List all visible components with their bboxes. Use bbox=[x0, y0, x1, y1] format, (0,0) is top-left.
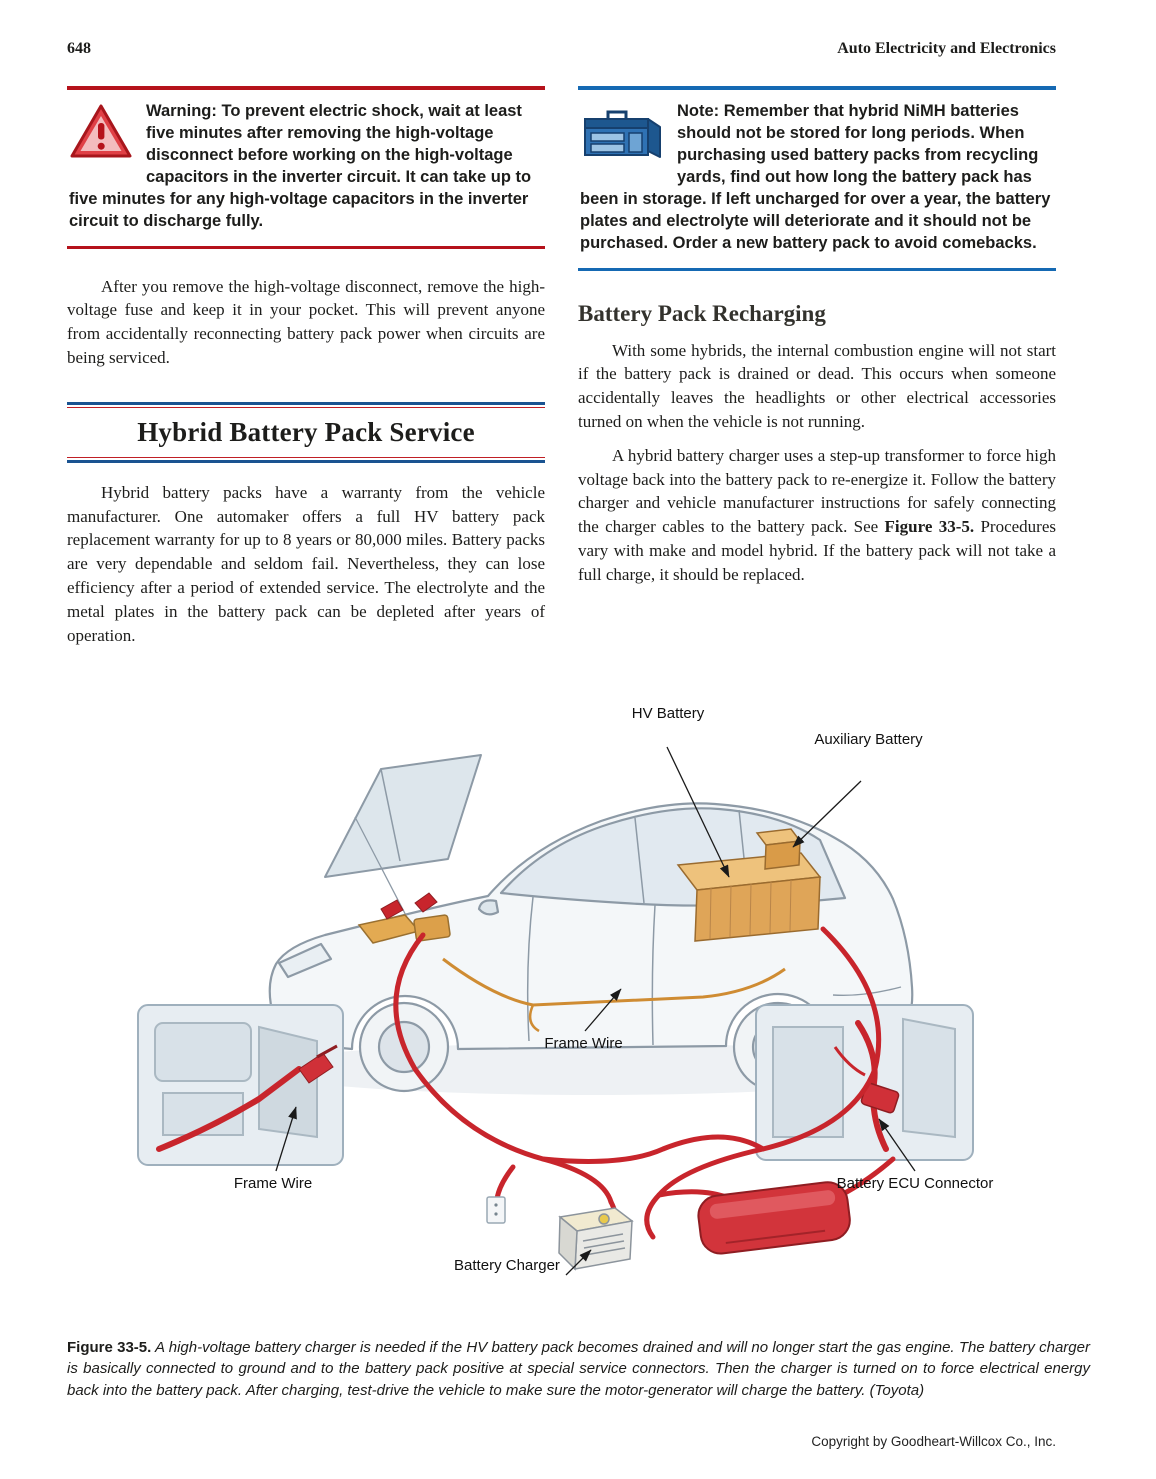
text-columns bbox=[67, 86, 1056, 657]
subsection-heading: Battery Pack Recharging bbox=[578, 300, 826, 326]
inset-engine-bay bbox=[138, 1005, 343, 1165]
figure-label-hv-battery: HV Battery bbox=[631, 705, 705, 722]
figure-caption bbox=[67, 1337, 1090, 1401]
note-box bbox=[578, 86, 1056, 271]
hv-battery-drawing bbox=[678, 853, 820, 941]
figure-33-5 bbox=[63, 697, 1093, 1317]
left-column bbox=[67, 86, 545, 657]
paragraph-text: A hybrid battery charger uses a step-up transformer to force high voltage back into the battery pack to re-energize it. Follow the battery charger and vehicle manufacturer instructions for safely connecting the charger cables to the battery pack. See bbox=[578, 445, 1056, 537]
figure-caption-body: A high-voltage battery charger is needed if the HV battery pack becomes drained and will no longer start the gas engine. The battery charger is basically connected to ground and to the battery pack positive at special service connectors. Then the charger is turned on to force electrical energy back into the battery pack. After charging, test-drive the vehicle to make sure the motor-generator will charge the battery. (Toyota) bbox=[67, 1339, 1090, 1399]
note-text: Note: Remember that hybrid NiMH batteries should not be stored for long periods. When purchasing used battery packs from recycling yards, find out how long the battery pack has been in storage. If left uncharged for over a year, the battery plates and electrolyte will deteriorate and it should not be purchased. Order a new battery pack to avoid comebacks. bbox=[580, 102, 1051, 252]
figure-reference: Figure 33-5. bbox=[884, 517, 975, 537]
inset-ecu-connector bbox=[756, 1005, 973, 1160]
paragraph-text: Procedures vary with make and model hybrid. If the battery pack will not take a full charge, it should be replaced. bbox=[578, 517, 1056, 584]
body-paragraph: After you remove the high-voltage disconnect, remove the high-voltage fuse and keep it in your pocket. This will prevent anyone from accidentally reconnecting battery pack power when circuits are being serviced. bbox=[67, 276, 545, 368]
warning-box bbox=[67, 86, 545, 249]
figure-label-frame-wire-left: Frame Wire bbox=[233, 1175, 313, 1192]
rule-red-bottom bbox=[67, 457, 545, 458]
body-paragraph bbox=[578, 444, 1056, 587]
section-heading: Hybrid Battery Pack Service bbox=[137, 416, 475, 447]
car-illustration bbox=[63, 697, 1093, 1317]
body-paragraph: With some hybrids, the internal combustion engine will not start if the battery pack is drained or dead. This occurs when someone accidentally leaves the headlights or other electrical accessories turned on when the vehicle is not running. bbox=[578, 340, 1056, 431]
wall-outlet bbox=[487, 1197, 505, 1223]
rule-blue-top bbox=[67, 402, 545, 405]
figure-caption-text bbox=[67, 1339, 1090, 1399]
page-number: 648 bbox=[67, 40, 91, 57]
body-paragraph: Hybrid battery packs have a warranty from the vehicle manufacturer. One automaker offers a full HV battery pack replacement warranty for up to 8 years or 80,000 miles. Battery packs are very dependable and seldom fail. Nevertheless, they can lose efficiency after a period of extended service. The electrolyte and the metal plates in the battery pack can be depleted after years of operation. bbox=[67, 482, 545, 645]
figure-caption-label: Figure 33-5. bbox=[67, 1339, 152, 1356]
red-charger-case bbox=[696, 1180, 852, 1256]
section-heading-block bbox=[67, 402, 545, 463]
figure-label-battery-ecu-connector: Battery ECU Connector bbox=[836, 1175, 994, 1192]
battery-charger-drawing bbox=[559, 1208, 632, 1269]
figure-label-frame-wire-center: Frame Wire bbox=[544, 1035, 623, 1052]
warning-triangle-icon bbox=[69, 103, 133, 166]
figure-label-battery-charger: Battery Charger bbox=[454, 1257, 560, 1274]
engine-bay bbox=[359, 893, 450, 943]
page-header bbox=[67, 40, 1056, 58]
figure-label-auxiliary-battery: Auxiliary Battery bbox=[814, 731, 923, 748]
right-column bbox=[578, 86, 1056, 657]
copyright-line: Copyright by Goodheart-Willcox Co., Inc. bbox=[811, 1434, 1056, 1449]
running-title: Auto Electricity and Electronics bbox=[837, 40, 1056, 57]
toolbox-icon bbox=[580, 103, 664, 166]
rule-blue-bottom bbox=[67, 460, 545, 463]
rule-red-top bbox=[67, 407, 545, 408]
warning-text: Warning: To prevent electric shock, wait at least five minutes after removing the high-voltage disconnect before working on the high-voltage capacitors in the inverter circuit. It can take up to five minutes for any high-voltage capacitors in the inverter circuit to discharge fully. bbox=[69, 102, 532, 230]
